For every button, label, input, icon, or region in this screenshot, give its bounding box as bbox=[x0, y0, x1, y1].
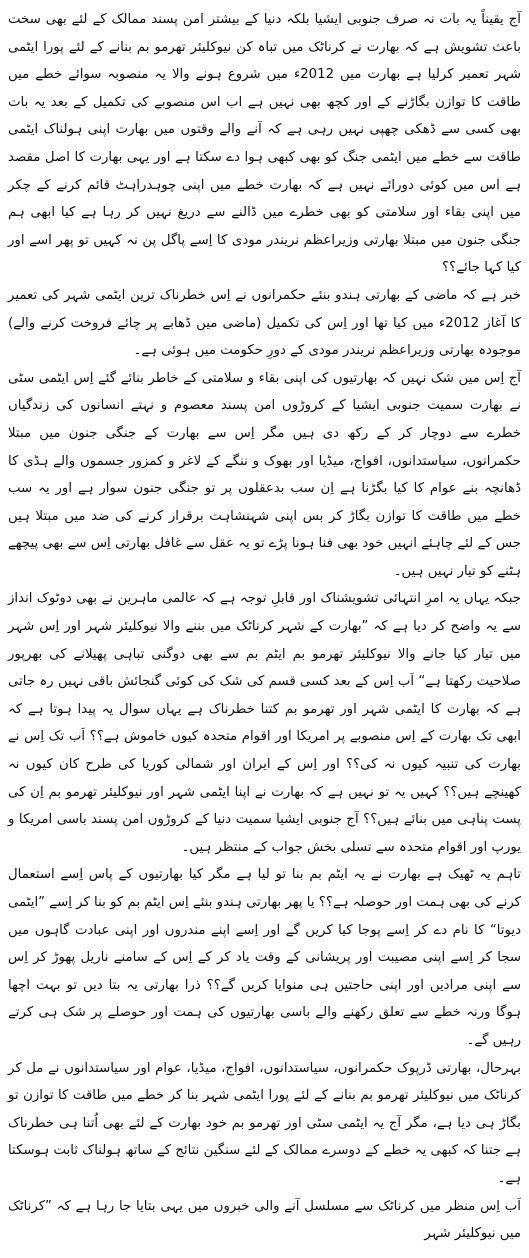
article-paragraph-6: بہرحال، بھارتی ڈرپوک حکمرانوں، سیاستدانوں، افواج، میڈیا، عوام اور سیاستدانوں نے مل کر کرناٹک میں نیوکلیئر تھرمو بم بنانے کے لئے پورا ایٹمی شہر بنا کر خطے میں طاقت کا توازن تو بگاڑ ہی دیا ہے، مگر آج یہ ایٹمی سٹی اور تھرمو بم خود بھارت کے لئے بھی اُتنا ہی خطرناک ہے جتنا کہ کبھی یہ خطے کے دوسرے ممالک کے لئے سنگین نتائج کے ساتھ ہولناک ثابت ہوسکتا ہے۔ bbox=[8, 1060, 521, 1186]
article-paragraph-1: آج یقیناً یہ بات نہ صرف جنوبی ایشیا بلکہ دنیا کے بیشتر امن پسند ممالک کے لئے بھی سخت باعث تشویش ہے کہ بھارت نے کرناٹک میں تباہ کن نیوکلیئر تھرمو بم بنانے کے لئے پورا ایٹمی شہر تعمیر کرلیا ہے بھارت میں 2012ء میں شروع ہونے والا یہ منصوبہ سوائے خطے میں طاقت کا توازن بگاڑنے کے اور کچھ بھی نہیں ہے اب اس منصوبے کی تکمیل کے بعد یہ بات بھی کسی سے ڈھکی چھپی نہیں رہی ہے کہ آنے والے وقتوں میں بھارت اپنی ہولناک ایٹمی طاقت سے خطے میں ایٹمی جنگ کو بھی کبھی ہوا دے سکتا ہے اور یہی بھارت کا اصل مقصد ہے اس میں کوئی دورائے نہیں ہے کہ بھارت خطے میں اپنی چوہدراہٹ قائم کرنے کے چکر میں اپنی بقاء اور سلامتی کو بھی خطرے میں ڈالنے سے دریغ نہیں کر رہا ہے کیا ابھی ہم جنگی جنون میں مبتلا بھارتی وزیراعظم نریندر مودی کا اِسے پاگل پن نہ کہیں تو پھر اسے اور کیا کہا جائے؟؟ bbox=[8, 12, 521, 276]
article-paragraph-4: جبکہ یہاں یہ امرِ انتہائی تشویشناک اور قابلِ توجہ ہے کہ عالمی ماہرین نے بھی دوٹوک انداز سے یہ واضح کر دیا ہے کہ ”بھارت کے شہر کرناٹک میں بننے والا نیوکلیئر شہر اور اِس شہر میں تیار کیا جانے والا نیوکلیئر تھرمو بم ایٹم بم سے بھی دوگنی تباہی پھیلانے کی بھرپور صلاحیت رکھتا ہے“ اَب اِس کے بعد کسی قسم کی شک کی کوئی گنجائش باقی نہیں رہ جاتی ہے کہ بھارت کا ایٹمی شہر اور تھرمو بم کتنا خطرناک ہے یہاں سوال یہ پیدا ہوتا ہے کہ ابھی تک بھارت کے اِس منصوبے پر امریکا اور اقوام متحدہ کیوں خاموش ہے؟؟ اَب تک اِس نے بھارت کی تنبیہ کیوں نہ کی؟؟ اور اِس کے ایران اور شمالی کوریا کی طرح کان کیوں نہ کھینچے ہیں؟؟ کہیں یہ تو نہیں ہے کہ بھارت نے اپنا ایٹمی شہر اور نیوکلیئر تھرمو بم اِن کی پست پناہی میں بنائے ہیں؟؟ آج جنوبی ایشیا سمیت دنیا کے کروڑوں امن پسند باسی امریکا و یورپ اور اقوام متحدہ سے تسلی بخش جواب کے منتظر ہیں۔ bbox=[8, 591, 521, 855]
article-paragraph-3: آج اِس میں شک نہیں کہ بھارتیوں کی اپنی بقاء و سلامتی کے خاطر بنائے گئے اِس ایٹمی سٹی نے بھارت سمیت جنوبی ایشیا کے کروڑوں امن پسند معصوم و نہتے انسانوں کی زندگیاں خطرے سے دوچار کر کے رکھ دی ہیں مگر اِس سے بھارت کے جنگی جنون میں مبتلا حکمرانوں، سیاستدانوں، افواج، میڈیا اور بھوک و ننگے کے لاغر و کمزور جسموں والے ہڈی کا ڈھانچہ بنے عوام کا کیا بگڑنا ہے اِن سب بدعقلوں پر تو جنگی جنون سوار ہے اور یہ سب خطے میں طاقت کا توازن بگاڑ کر بس اپنی شہنشاہت برقرار کرنے کی ضد میں مبتلا ہیں جس کے لئے چاہئے انہیں خود بھی فنا ہونا پڑے تو یہ عقل سے غافل بھارتی اِس سے بھی پیچھے ہٹنے کو تیار نہیں ہیں۔ bbox=[8, 370, 521, 579]
article-paragraph-5: تاہم یہ ٹھیک ہے بھارت نے یہ ایٹم بم بنا تو لیا ہے مگر کیا بھارتیوں کے پاس اِسے استعمال کرنے کی بھی ہمت اور حوصلہ ہے؟؟ یا پھر بھارتی ہندو بنئے اِس ایٹم بم کو بنا کر اِسے ”ایٹمی دیوتا“ کا نام دے کر اِسے پوجا کیا کریں گے اور اِسے اپنے مندروں اور اپنی عبادت گاہوں میں سجا کر اِسے اپنی مصیبت اور پریشانی کے وقت یاد کر کے اِس کے سامنے ناریل پھوڑ کر اِس سے اپنی مرادیں اور اپنی حاجتیں ہی منوایا کریں گے؟؟ ذرا بھارتی یہ بتا دیں تو بہت اچھا ہوگا ورنہ خطے سے تعلق رکھنے والے باسی بھارتیوں کی ہمت اور حوصلے پر شک ہی کرتے رہیں گے۔ bbox=[8, 867, 521, 1048]
article-paragraph-7: اَب اِس منظر میں کرناٹک سے مسلسل آنے والی خبروں میں یہی بتایا جا رہا ہے کہ ”کرناٹک میں نیوکلیئر شہر bbox=[8, 1198, 521, 1242]
article-paragraph-2: خبر ہے کہ ماضی کے بھارتی ہندو بنئے حکمرانوں نے اِس خطرناک ترین ایٹمی شہر کی تعمیر کا آغاز 2012ء میں کیا تھا اور اِس کی تکمیل (ماضی میں ڈھابے پر چائے فروخت کرنے والے) موجودہ بھارتی وزیراعظم نریندر مودی کے دورِ حکومت میں ہوئی ہے۔ bbox=[8, 287, 521, 359]
